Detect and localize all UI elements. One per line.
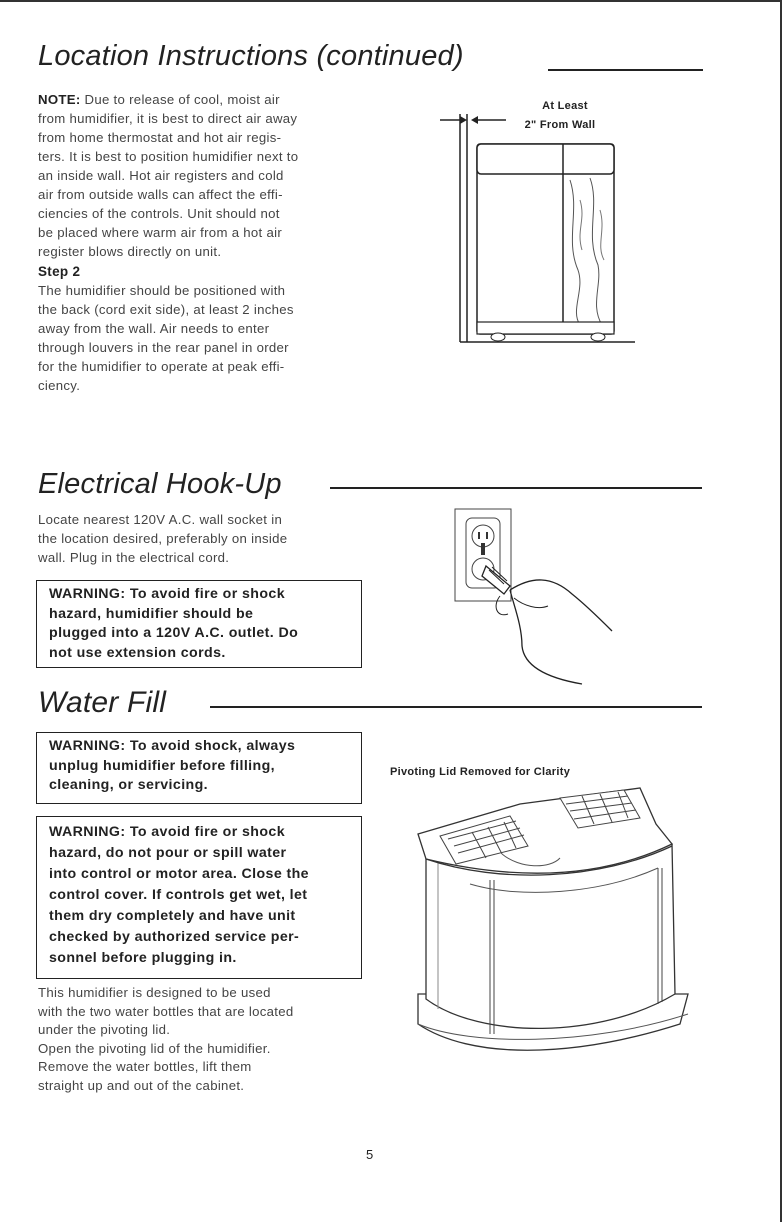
note-line: air from outside walls can affect the effi-: [38, 187, 283, 202]
figure-caption-distance: 2" From Wall: [524, 119, 596, 131]
warning-line: sonnel before plugging in.: [49, 950, 237, 966]
note-line: from humidifier, it is best to direct air away: [38, 111, 298, 126]
location-note: [38, 90, 378, 395]
step-line: away from the wall. Air needs to enter: [38, 321, 270, 336]
humidifier-illustration: [410, 784, 700, 1064]
location-title: Location Instructions (continued): [38, 40, 464, 72]
warning-line: hazard, humidifier should be: [49, 605, 254, 622]
water-line: Remove the water bottles, lift them: [38, 1059, 252, 1074]
step-line: for the humidifier to operate at peak effi-: [38, 359, 285, 374]
electrical-title-rule: [330, 487, 702, 489]
note-line: register blows directly on unit.: [38, 244, 222, 259]
figure-caption-at-least: At Least: [542, 100, 588, 112]
water-figure-caption: Pivoting Lid Removed for Clarity: [390, 766, 571, 778]
page-number: 5: [366, 1147, 374, 1162]
step-line: through louvers in the rear panel in order: [38, 340, 289, 355]
water-line: straight up and out of the cabinet.: [38, 1077, 245, 1093]
warning-line: not use extension cords.: [49, 644, 226, 661]
warning-line: hazard, do not pour or spill water: [49, 845, 287, 861]
note-line: Due to release of cool, moist air: [84, 92, 280, 107]
warning-line: checked by authorized service per-: [49, 929, 300, 945]
note-line: from home thermostat and hot air regis-: [38, 130, 282, 145]
water-title-rule: [210, 706, 702, 708]
note-line: an inside wall. Hot air registers and cold: [38, 168, 284, 183]
warning-line: WARNING: To avoid fire or shock: [49, 824, 286, 840]
water-warning-1-box: [36, 732, 362, 804]
step-2-label: Step 2: [38, 264, 81, 279]
electrical-line: Locate nearest 120V A.C. wall socket in: [38, 512, 283, 527]
electrical-body: [38, 510, 378, 567]
warning-line: WARNING: To avoid fire or shock: [49, 586, 286, 602]
step-line: The humidifier should be positioned with: [38, 283, 286, 298]
warning-line: cleaning, or servicing.: [49, 777, 209, 793]
water-line: This humidifier is designed to be used: [38, 985, 271, 1000]
electrical-title: Electrical Hook-Up: [38, 468, 282, 500]
electrical-warning-box: [36, 580, 362, 668]
wall-clearance-illustration: [430, 110, 640, 350]
note-line: be placed where warm air from a hot air: [38, 225, 283, 240]
warning-line: into control or motor area. Close the: [49, 866, 309, 882]
note-label: NOTE:: [38, 92, 81, 107]
water-line: with the two water bottles that are located: [38, 1003, 294, 1019]
warning-line: plugged into a 120V A.C. outlet. Do: [49, 625, 299, 641]
location-title-rule: [548, 69, 703, 71]
warning-line: them dry completely and have unit: [49, 908, 296, 924]
warning-line: WARNING: To avoid shock, always: [49, 738, 296, 754]
plug-outlet-illustration: [452, 506, 622, 686]
water-line: under the pivoting lid.: [38, 1022, 171, 1037]
water-line: Open the pivoting lid of the humidifier.: [38, 1040, 271, 1056]
water-title: Water Fill: [38, 686, 167, 719]
warning-line: control cover. If controls get wet, let: [49, 887, 308, 903]
step-line: the back (cord exit side), at least 2 inches: [38, 302, 294, 317]
warning-line: unplug humidifier before filling,: [49, 757, 275, 774]
electrical-line: wall. Plug in the electrical cord.: [38, 550, 230, 565]
note-line: ters. It is best to position humidifier next to: [38, 149, 299, 164]
step-line: ciency.: [38, 378, 81, 393]
note-line: ciencies of the controls. Unit should not: [38, 206, 280, 221]
electrical-line: the location desired, preferably on inside: [38, 531, 288, 546]
water-warning-2-box: [36, 816, 362, 979]
water-body: [38, 984, 378, 1095]
